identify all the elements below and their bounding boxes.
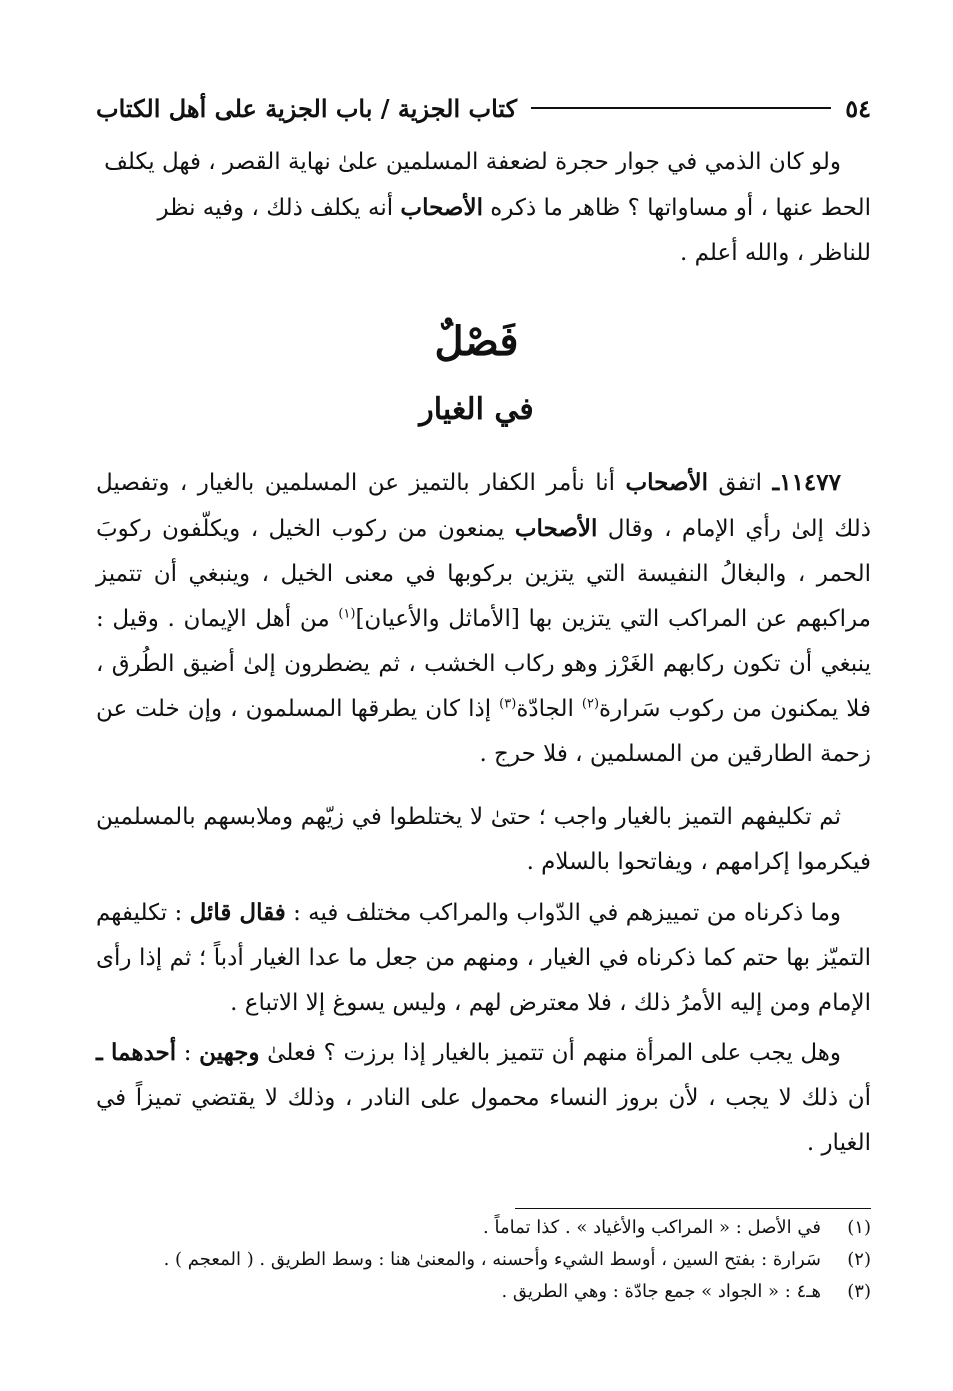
footnotes bbox=[96, 1212, 871, 1308]
footnote-2 bbox=[96, 1244, 871, 1276]
term-ashab: الأصحاب bbox=[400, 194, 483, 221]
footnote-ref-3: (٣) bbox=[499, 696, 517, 712]
paragraph-2: ثم تكليفهم التميز بالغيار واجب ؛ حتىٰ لا يختلطوا في زيّهم وملابسهم بالمسلمين فيكرموا إكرامهم ، ويفاتحوا بالسلام . bbox=[96, 804, 871, 875]
intro-paragraph bbox=[96, 140, 871, 276]
footnote-text: هـ٤ : « الجواد » جمع جادّة : وهي الطريق . bbox=[501, 1281, 821, 1302]
intro-line-2: الحط عنها ، أو مساواتها ؟ ظاهر ما ذكره الأصحاب أنه يكلف ذلك ، وفيه نظر bbox=[157, 194, 871, 221]
term-wajhain: وجهين bbox=[199, 1039, 260, 1066]
footnote-text: سَرارة : بفتح السين ، أوسط الشيء وأحسنه ، والمعنىٰ هنا : وسط الطريق . ( المعجم ) . bbox=[163, 1249, 821, 1270]
page-number: ٥٤ bbox=[845, 93, 871, 123]
footnote-1 bbox=[96, 1212, 871, 1244]
term-ashab: الأصحاب bbox=[514, 515, 598, 542]
running-title: كتاب الجزية / باب الجزية على أهل الكتاب bbox=[96, 93, 518, 123]
paragraph-3: وما ذكرناه من تمييزهم في الدّواب والمراكب مختلف فيه : فقال قائل : تكليفهم التميّز بها حتم كما ذكرناه في الغيار ، ومنهم من جعل ما عدا الغيار أدباً ؛ ثم إذا رأى الإمام ومن إليه الأمرُ ذلك ، فلا معترض لهم ، وليس يسوغ إلا الاتباع . bbox=[96, 899, 871, 1016]
section-ornament: فَصْلٌ bbox=[434, 318, 519, 365]
footnote-ref-2: (٢) bbox=[581, 696, 600, 712]
footnote-mark: (٢) bbox=[847, 1249, 871, 1270]
paragraph-number: ١١٤٧٧ـ bbox=[772, 469, 841, 496]
footnote-mark: (٣) bbox=[847, 1281, 871, 1302]
term-ahaduhuma: أحدهما ـ bbox=[96, 1039, 177, 1066]
footnote-rule bbox=[515, 1208, 871, 1209]
footnote-text: في الأصل : « المراكب والأغياد » . كذا تماماً . bbox=[483, 1217, 821, 1238]
term-ashab: الأصحاب bbox=[625, 469, 708, 496]
intro-line-1: ولو كان الذمي في جوار حجرة لضعفة المسلمين علىٰ نهاية القصر ، فهل يكلف bbox=[104, 149, 841, 175]
paragraph-11477: ١١٤٧٧ـ اتفق الأصحاب أنا نأمر الكفار بالتميز عن المسلمين بالغيار ، وتفصيل ذلك إلىٰ رأي الإمام ، وقال الأصحاب يمنعون من ركوب الخيل ، ويكلّفون ركوبَ الحمر ، والبغالُ النفيسة التي يتزين بركوبها في معنى الخيل ، وينبغي أن تتميز مراكبهم عن المراكب التي يتزين بها [الأماثل والأعيان]$^{(١)}$ من أهل الإيمان . وقيل : ينبغي أن تكون ركابهم الغَرْز وهو ركاب الخشب ، ثم يضطرون إلىٰ أضيق الطُرق ، فلا يمكنون من ركوب سَرارة$^{(٢)}$ الجادّة$^{(٣)}$ إذا كان يطرقها المسلمون ، وإن خلت عن زحمة الطارقين من المسلمين ، فلا حرج . bbox=[96, 469, 872, 767]
footnote-3 bbox=[96, 1276, 871, 1308]
footnote-ref-1: (١) bbox=[338, 606, 356, 622]
intro-line-3: للناظر ، والله أعلم . bbox=[679, 240, 871, 266]
section-title: في الغيار bbox=[419, 392, 534, 427]
paragraph-4: وهل يجب على المرأة منهم أن تتميز بالغيار إذا برزت ؟ فعلىٰ وجهين : أحدهما ـ أن ذلك لا يجب ، لأن بروز النساء محمول على النادر ، وذلك لا يقتضي تميزاً في الغيار . bbox=[96, 1039, 871, 1156]
footnote-mark: (١) bbox=[847, 1217, 871, 1238]
running-header bbox=[96, 88, 871, 128]
header-rule bbox=[531, 107, 831, 109]
term-faqal-qail: فقال قائل bbox=[189, 899, 286, 926]
